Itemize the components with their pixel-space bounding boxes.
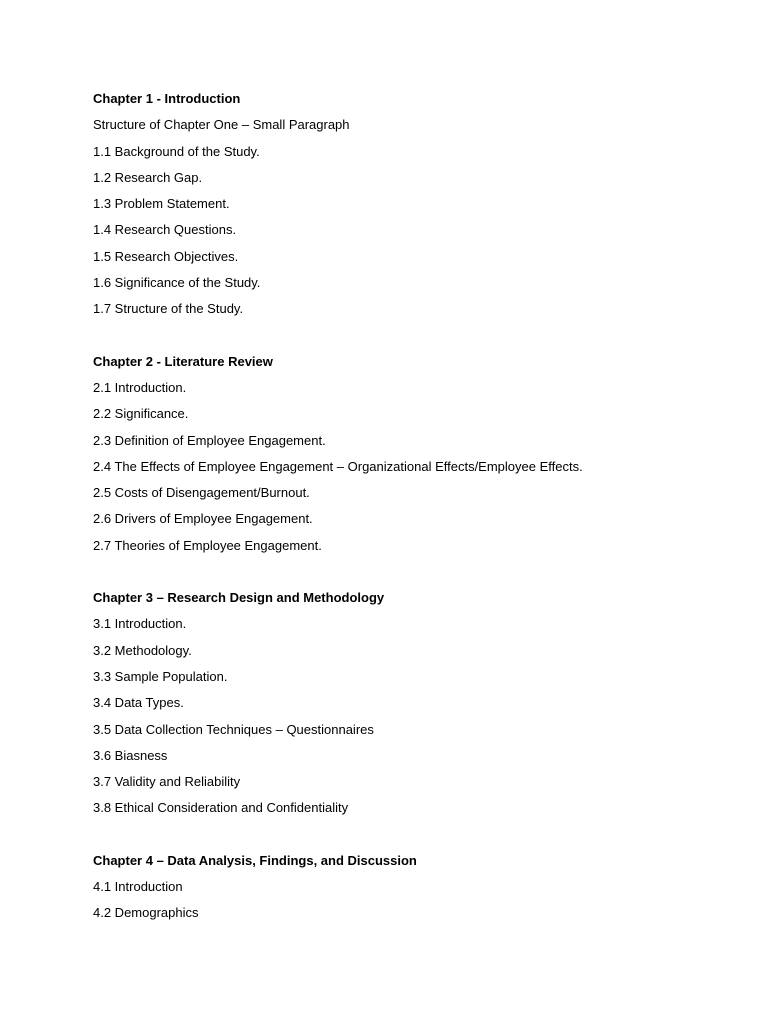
outline-item: 3.7 Validity and Reliability	[93, 774, 241, 790]
chapter-heading: Chapter 4 – Data Analysis, Findings, and Discussion	[93, 852, 417, 868]
outline-item: 3.1 Introduction.	[93, 616, 187, 632]
outline-item: 3.4 Data Types.	[93, 695, 184, 711]
outline-item: 2.5 Costs of Disengagement/Burnout.	[93, 485, 310, 501]
outline-item: 1.6 Significance of the Study.	[93, 275, 261, 291]
outline-item: 3.6 Biasness	[93, 747, 168, 763]
chapter-3	[93, 585, 733, 822]
outline-item: 3.3 Sample Population.	[93, 668, 228, 684]
outline-item: 3.8 Ethical Consideration and Confidentiality	[93, 800, 349, 816]
outline-item: 2.1 Introduction.	[93, 379, 187, 395]
chapter-heading: Chapter 1 - Introduction	[93, 91, 241, 106]
chapter-heading: Chapter 3 – Research Design and Methodology	[93, 590, 385, 606]
chapter-1	[93, 86, 733, 323]
outline-item: 2.7 Theories of Employee Engagement.	[93, 537, 322, 553]
chapter-heading: Chapter 2 - Literature Review	[93, 353, 273, 369]
outline-item: 2.2 Significance.	[93, 406, 189, 422]
chapter-4	[93, 848, 733, 927]
outline-item: 3.5 Data Collection Techniques – Questionnaires	[93, 721, 374, 737]
outline-item: 3.2 Methodology.	[93, 642, 192, 658]
document-page	[93, 86, 733, 953]
outline-item: Structure of Chapter One – Small Paragraph	[93, 117, 350, 133]
outline-item: 2.4 The Effects of Employee Engagement – Organizational Effects/Employee Effects.	[93, 458, 583, 474]
outline-item: 1.3 Problem Statement.	[93, 196, 230, 212]
outline-item: 2.3 Definition of Employee Engagement.	[93, 432, 326, 448]
outline-item: 4.1 Introduction	[93, 879, 183, 895]
outline-item: 1.7 Structure of the Study.	[93, 301, 244, 317]
outline-item: 1.5 Research Objectives.	[93, 248, 239, 264]
outline-item: 1.1 Background of the Study.	[93, 143, 260, 159]
outline-item: 1.4 Research Questions.	[93, 222, 237, 238]
outline-item: 1.2 Research Gap.	[93, 169, 203, 185]
outline-item: 4.2 Demographics	[93, 905, 199, 921]
outline-item: 2.6 Drivers of Employee Engagement.	[93, 511, 313, 527]
chapter-2	[93, 349, 733, 559]
